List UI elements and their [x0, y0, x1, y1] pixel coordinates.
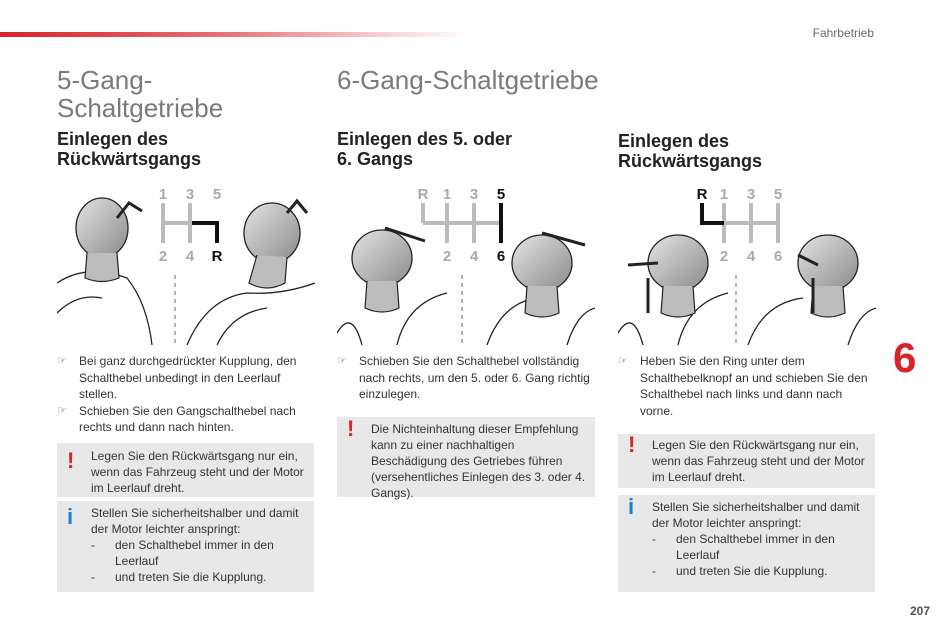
- gear-label: 3: [469, 186, 479, 203]
- gear-label: 2: [442, 248, 452, 265]
- info-box-left: [57, 501, 314, 592]
- gear-label: 6: [773, 248, 783, 265]
- gear-label: R: [696, 186, 708, 203]
- header-accent-bar: [0, 32, 470, 37]
- gear-label: R: [417, 186, 429, 203]
- bullets-middle: [337, 353, 597, 403]
- bullets-left: [57, 353, 307, 436]
- exclamation-icon: !: [67, 448, 75, 473]
- info-item-text: und treten Sie die Kupplung.: [676, 564, 828, 578]
- gear-label: 6: [496, 248, 506, 265]
- info-item-text: den Schalthebel immer in den Leerlauf: [115, 538, 274, 568]
- info-content: [91, 505, 309, 585]
- list-item: [57, 353, 307, 403]
- info-intro: Stellen Sie sicherheitshalber und damit der Motor leichter anspringt:: [91, 506, 299, 536]
- info-box-right: [618, 495, 875, 592]
- list-item: - und treten Sie die Kupplung.: [652, 564, 828, 578]
- heading-right: Einlegen des Rückwärtsgangs: [618, 131, 763, 171]
- list-item: [57, 403, 307, 436]
- bullet-text: Bei ganz durchgedrückter Kupplung, den Schalthebel unbedingt in den Leerlauf stellen.: [79, 354, 297, 401]
- exclamation-icon: !: [628, 432, 636, 457]
- gear-label: 2: [158, 248, 168, 265]
- gear-label: 1: [158, 186, 168, 203]
- info-content: [652, 499, 870, 579]
- bullets-right: [618, 353, 876, 419]
- info-list: [91, 537, 309, 585]
- section-title-5-gang: [57, 66, 223, 122]
- header-title: Fahrbetrieb: [812, 26, 874, 40]
- warning-text: Die Nichteinhaltung dieser Empfehlung kann zu einer nachhaltigen Beschädigung des Getriebes führen (versehentliches Einlegen des 3. oder 4. Gangs).: [371, 422, 586, 500]
- list-item: - den Schalthebel immer in den Leerlauf: [652, 532, 835, 562]
- section-title-6-gang: 6-Gang-Schaltgetriebe: [337, 65, 599, 95]
- chapter-number: 6: [893, 334, 917, 381]
- info-item-text: den Schalthebel immer in den Leerlauf: [676, 532, 835, 562]
- gear-label: 4: [746, 248, 756, 265]
- gear-label: 2: [719, 248, 729, 265]
- list-item: - und treten Sie die Kupplung.: [91, 570, 267, 584]
- gear-label: 3: [746, 186, 756, 203]
- section-title-line1: 5-Gang-: [57, 65, 153, 95]
- warning-text: Legen Sie den Rückwärtsgang nur ein, wenn das Fahrzeug steht und der Motor im Leerlauf dreht.: [91, 449, 304, 495]
- bullet-text: Schieben Sie den Gangschalthebel nach rechts und dann nach hinten.: [79, 403, 296, 434]
- gear-label: 3: [185, 186, 195, 203]
- info-intro: Stellen Sie sicherheitshalber und damit der Motor leichter anspringt:: [652, 500, 860, 530]
- bullet-text: Heben Sie den Ring unter dem Schalthebelknopf an und schieben Sie den Schalthebel nach links und dann nach vorne.: [640, 354, 868, 418]
- warning-text: Legen Sie den Rückwärtsgang nur ein, wenn das Fahrzeug steht und der Motor im Leerlauf dreht.: [652, 438, 865, 484]
- info-list: [652, 531, 870, 579]
- warning-box-right: [618, 434, 875, 488]
- info-item-text: und treten Sie die Kupplung.: [115, 570, 267, 584]
- gear-label: 4: [469, 248, 479, 265]
- section-title-line2: Schaltgetriebe: [57, 93, 224, 123]
- gear-label: 5: [212, 186, 222, 203]
- info-icon: i: [628, 494, 635, 519]
- gear-label: 1: [442, 186, 452, 203]
- list-item: [618, 353, 876, 419]
- bullet-text: Schieben Sie den Schalthebel vollständig nach rechts, um den 5. oder 6. Gang richtig einzulegen.: [359, 354, 590, 401]
- gear-label: 4: [185, 248, 195, 265]
- illustration-6-gang-5-6: [337, 183, 595, 345]
- hand-pointer-icon: ☞: [337, 355, 347, 367]
- hand-pointer-icon: ☞: [57, 404, 67, 417]
- hand-pointer-icon: ☞: [618, 355, 628, 367]
- heading-middle: Einlegen des 5. oder 6. Gangs: [337, 129, 513, 169]
- gear-label: 5: [496, 186, 506, 203]
- gear-label: 5: [773, 186, 783, 203]
- gear-label: R: [211, 248, 223, 265]
- list-item: - den Schalthebel immer in den Leerlauf: [91, 538, 274, 568]
- list-item: [337, 353, 597, 403]
- illustration-6-gang-reverse: [618, 183, 876, 345]
- gear-label: 1: [719, 186, 729, 203]
- exclamation-icon: !: [347, 416, 355, 441]
- info-icon: i: [67, 504, 74, 529]
- heading-left: Einlegen des Rückwärtsgangs: [57, 129, 202, 169]
- hand-pointer-icon: ☞: [57, 355, 67, 367]
- warning-box-middle: [337, 416, 595, 500]
- page-number: 207: [909, 604, 930, 618]
- illustration-5-gang-reverse: [57, 183, 315, 345]
- warning-box-left: [57, 443, 314, 497]
